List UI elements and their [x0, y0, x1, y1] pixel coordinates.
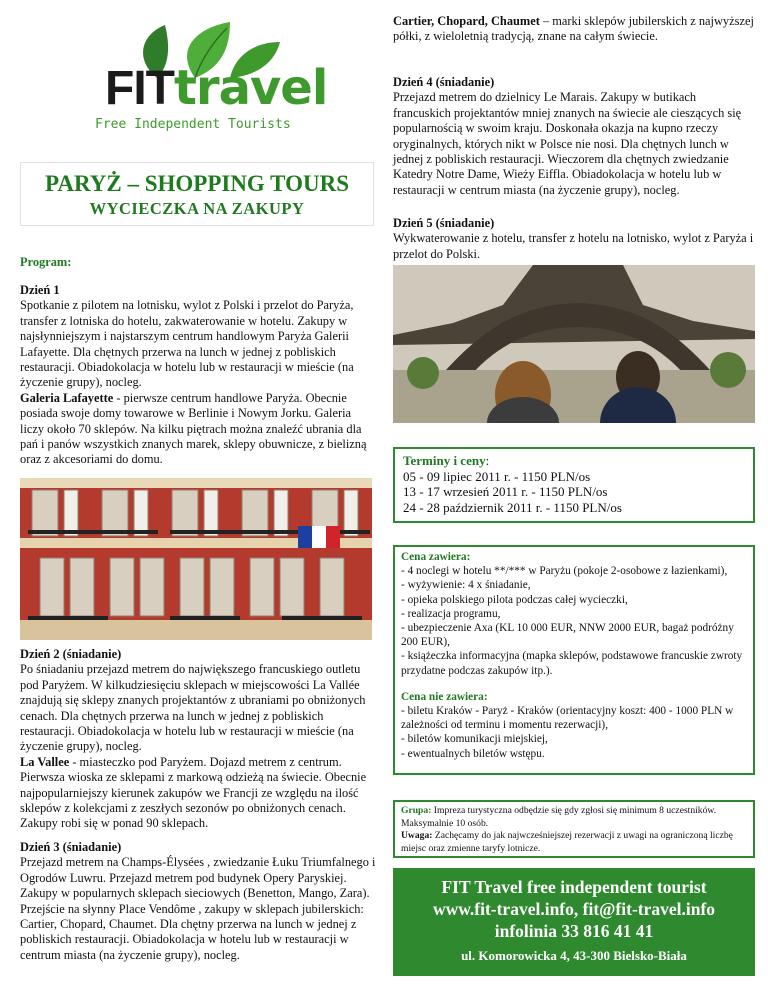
- terms-heading: Terminy i ceny: [403, 453, 486, 468]
- day3-section: [20, 840, 376, 963]
- include-item-2: - wyżywienie: 4 x śniadanie,: [401, 579, 531, 592]
- vallee-bold: La Vallee: [20, 754, 70, 769]
- include-item-1: - 4 noclegi w hotelu **/*** w Paryżu (pokoje 2-osobowe z łazienkami),: [401, 565, 728, 578]
- day4-section: [393, 75, 755, 198]
- includes-box: [393, 545, 755, 775]
- contact-web-email[interactable]: www.fit-travel.info, fit@fit-travel.info: [432, 899, 716, 919]
- term-item-3: 24 - 28 październik 2011 r. - 1150 PLN/os: [403, 499, 622, 515]
- day2-section: [20, 647, 376, 832]
- contact-address: ul. Komorowicka 4, 43-300 Bielsko-Biała: [461, 948, 687, 963]
- term-item-1: 05 - 09 lipiec 2011 r. - 1150 PLN/os: [403, 468, 591, 484]
- logo-wordmark: [105, 60, 327, 116]
- logo-tagline: Free Independent Tourists: [95, 117, 291, 132]
- terms-colon: :: [485, 453, 490, 468]
- grupa-text: Impreza turystyczna odbędzie się gdy zgłosi się minimum 8 uczestników. Maksymalnie 10 osób.: [401, 805, 717, 829]
- day1-heading: Dzień 1: [20, 283, 60, 297]
- excludes-heading: Cena nie zawiera:: [401, 690, 488, 703]
- day5-text: Wykwaterowanie z hotelu, transfer z hotelu na lotnisko, wylot z Paryża i przelot do Polski.: [393, 231, 754, 261]
- lafayette-text: - pierwsze centrum handlowe Paryża. Obecnie posiada swoje domy towarowe w Berlinie i Nowym Jorku. Galeria liczy około 70 sklepów. Na kilku piętrach można znaleźć ubrania dla pań i panów wszystkich znanych marek, sklepy obuwnicze, z bielizną oraz z akcesoriami do domu.: [20, 390, 367, 467]
- includes-heading: Cena zawiera:: [401, 551, 471, 563]
- page-title: PARYŻ – SHOPPING TOURS: [45, 171, 349, 196]
- jewelers-bold: Cartier, Chopard, Chaumet: [393, 14, 540, 28]
- lafayette-bold: Galeria Lafayette: [20, 390, 114, 405]
- vallee-text: - miasteczko pod Paryżem. Dojazd metrem z centrum. Pierwsza wioska ze sklepami z markową odzieżą na świecie. Obecnie najpopularniejszy kierunek zakupów we Francji ze względu na ilość sklepów z kolekcjami z zeszłych sezonów po obniżonych cenach. Zakupy robi się w ponad 90 sklepach.: [20, 754, 367, 831]
- exclude-item-2: - biletów komunikacji miejskiej,: [401, 733, 548, 746]
- eiffel-tower-photo: [393, 265, 755, 423]
- program-label: Program:: [20, 255, 72, 269]
- term-item-2: 13 - 17 wrzesień 2011 r. - 1150 PLN/os: [403, 484, 608, 499]
- day3-text: Przejazd metrem na Champs-Élysées , zwiedzanie Łuku Triumfalnego i Ogrodów Luwru. Przejazd metrem pod budynek Opery Paryskiej. Zakupy w popularnych sklepach sieciowych (Benetton, Mango, Zara). Przejście na słynny Place Vendôme , zakupy w sklepach jubilerskich: Cartier, Chopard, Chaumet. Dla chętny przerwa na lunch w jednej z pobliskich restauracji. Obiadokolacja w hotelu lub w restauracji w centrum miasta (na życzenie grupy), nocleg.: [20, 855, 376, 962]
- day1-section: [20, 283, 376, 468]
- day4-heading: Dzień 4 (śniadanie): [393, 75, 495, 89]
- day1-text: Spotkanie z pilotem na lotnisku, wylot z Polski i przelot do Paryża, transfer z lotniska do hotelu, zakwaterowanie w hotelu. Zakupy w najsłynniejszym i najstarszym centrum handlowym Paryża Galerii Lafayette. Dla chętnych przerwa na lunch w jednej z pobliskich restauracji. Obiadokolacja w hotelu lub w restauracji w mieście (na życzenie grupy), nocleg.: [20, 298, 354, 390]
- grupa-label: Grupa:: [401, 805, 432, 816]
- contact-phone[interactable]: infolinia 33 816 41 41: [494, 921, 654, 941]
- note-box: [393, 800, 755, 858]
- fit-travel-logo: [95, 20, 328, 132]
- uwaga-label: Uwaga:: [401, 830, 433, 842]
- exclude-item-3: - ewentualnych biletów wstępu.: [401, 747, 545, 760]
- contact-box: [393, 868, 755, 976]
- day2-heading: Dzień 2 (śniadanie): [20, 647, 122, 661]
- jewelers-text: – marki sklepów jubilerskich z najwyższej półki, z wieloletnią tradycją, znane na całym świecie.: [393, 14, 754, 44]
- include-item-6: - książeczka informacyjna (mapka sklepów, podstawowe francuskie zwroty przydatne podczas zakupów itp.).: [401, 650, 743, 677]
- page-subtitle: WYCIECZKA NA ZAKUPY: [89, 199, 305, 218]
- day5-heading: Dzień 5 (śniadanie): [393, 216, 495, 230]
- jewelers-section: [393, 14, 755, 45]
- exclude-item-1: - biletu Kraków - Paryż - Kraków (orientacyjny koszt: 400 - 1000 PLN w zależności od terminu i momentu rezerwacji),: [401, 705, 734, 732]
- day5-section: [393, 216, 755, 262]
- logo-fit: FIT: [105, 62, 174, 115]
- facade-photo: [20, 478, 372, 640]
- french-flag-icon: [298, 526, 340, 548]
- include-item-5: - ubezpieczenie Axa (KL 10 000 EUR, NNW 2000 EUR, bagaż podróżny 200 EUR),: [401, 622, 734, 649]
- include-item-4: - realizacja programu,: [401, 607, 501, 620]
- eiffel-tower-image: [393, 265, 755, 423]
- day2-text: Po śniadaniu przejazd metrem do największego francuskiego outletu pod Paryżem. W kilkudziesięciu sklepach w miejscowości La Vallée znajdują się sklepy znanych projektantów z ubraniami po obniżonych cenach. Dla chętnych przerwa na lunch w jednej z pobliskich restauracji. Obiadokolacja w hotelu lub w restauracji w mieście (na życzenie grupy), nocleg.: [20, 662, 366, 754]
- logo-travel: travel: [173, 60, 328, 116]
- building-facade-image: [20, 478, 372, 640]
- title-box: [20, 162, 374, 226]
- terms-box: [393, 447, 755, 523]
- contact-company: FIT Travel free independent tourist: [441, 877, 707, 897]
- day4-text: Przejazd metrem do dzielnicy Le Marais. Zakupy w butikach francuskich projektantów mniej znanych na świecie ale cieszących się popularnością w swoim kraju. Doskonała okazja na kupno rzeczy oryginalnych, których nikt w Polsce nie nosi. Dla chętnych lunch w jednej z pobliskich restauracji. Wieczorem dla chętnych zwiedzanie Katedry Notre Dame, Wieży Eiffla. Obiadokolacja w hotelu lub w restauracji w centrum miasta (na życzenie grupy), nocleg.: [393, 90, 742, 197]
- include-item-3: - opieka polskiego pilota podczas całej wycieczki,: [401, 593, 628, 606]
- day3-heading: Dzień 3 (śniadanie): [20, 840, 122, 854]
- uwaga-text: Zachęcamy do jak najwcześniejszej rezerwacji z uwagi na ograniczoną liczbę miejsc oraz zmienne taryfy lotnicze.: [401, 830, 733, 854]
